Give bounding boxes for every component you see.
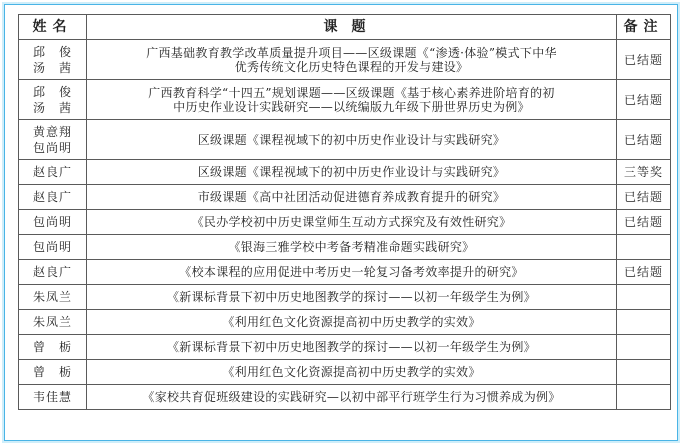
name-line: 朱凤兰 — [32, 290, 72, 304]
topic-line: 《民办学校初中历史课堂师生互动方式探究及有效性研究》 — [191, 215, 512, 229]
table-row — [19, 40, 671, 80]
topic-line: 广西基础教育教学改革质量提升项目——区级课题《“渗透·体验”模式下中华 — [146, 45, 557, 60]
cell-topic — [87, 210, 617, 235]
name-line: 赵良广 — [32, 190, 72, 204]
cell-topic — [87, 260, 617, 285]
table-header-row — [19, 15, 671, 40]
cell-note: 已结题 — [617, 210, 671, 235]
cell-note — [617, 335, 671, 360]
cell-note: 已结题 — [617, 120, 671, 160]
cell-name — [19, 235, 87, 260]
cell-topic — [87, 80, 617, 120]
topic-line: 优秀传统文化历史特色课程的开发与建设》 — [234, 59, 469, 74]
cell-name — [19, 40, 87, 80]
table-row — [19, 285, 671, 310]
cell-topic — [87, 235, 617, 260]
name-line: 包尚明 — [32, 240, 72, 254]
table-row — [19, 235, 671, 260]
cell-name — [19, 360, 87, 385]
header-name: 姓名 — [19, 15, 87, 40]
research-topics-table — [18, 14, 671, 410]
cell-note — [617, 310, 671, 335]
header-note: 备注 — [617, 15, 671, 40]
topic-line: 《校本课程的应用促进中考历史一轮复习备考效率提升的研究》 — [179, 265, 524, 279]
cell-topic — [87, 310, 617, 335]
cell-note — [617, 285, 671, 310]
topic-line: 区级课题《课程视域下的初中历史作业设计与实践研究》 — [197, 132, 506, 147]
cell-note — [617, 235, 671, 260]
table-row — [19, 160, 671, 185]
table-row — [19, 360, 671, 385]
name-line: 汤 茜 — [32, 100, 72, 115]
name-line: 赵良广 — [32, 265, 72, 279]
cell-name — [19, 285, 87, 310]
name-line: 曾 栃 — [32, 340, 72, 354]
cell-note: 已结题 — [617, 185, 671, 210]
table-row — [19, 335, 671, 360]
cell-topic — [87, 120, 617, 160]
cell-note: 已结题 — [617, 80, 671, 120]
cell-note — [617, 385, 671, 410]
document-frame — [4, 4, 678, 441]
cell-name — [19, 185, 87, 210]
name-line: 邱 俊 — [32, 44, 72, 59]
cell-name — [19, 260, 87, 285]
table-body — [19, 40, 671, 410]
name-line: 邱 俊 — [32, 84, 72, 99]
table-row — [19, 310, 671, 335]
topic-line: 《利用红色文化资源提高初中历史教学的实效》 — [222, 315, 481, 329]
topic-line: 区级课题《课程视域下的初中历史作业设计与实践研究》 — [197, 165, 506, 179]
name-line: 赵良广 — [32, 165, 72, 179]
cell-name — [19, 120, 87, 160]
name-line: 包尚明 — [32, 215, 72, 229]
table-row — [19, 120, 671, 160]
topic-line: 广西教育科学“十四五”规划课题——区级课题《基于核心素养进阶培育的初 — [148, 85, 555, 100]
topic-line: 《新课标背景下初中历史地图教学的探讨——以初一年级学生为例》 — [166, 290, 536, 304]
cell-topic — [87, 360, 617, 385]
cell-note: 已结题 — [617, 260, 671, 285]
table-row — [19, 385, 671, 410]
name-line: 韦佳慧 — [32, 390, 72, 404]
cell-topic — [87, 335, 617, 360]
topic-line: 《银海三雅学校中考备考精准命题实践研究》 — [228, 240, 475, 254]
topic-line: 《利用红色文化资源提高初中历史教学的实效》 — [222, 365, 481, 379]
cell-name — [19, 310, 87, 335]
cell-note: 已结题 — [617, 40, 671, 80]
cell-note: 三等奖 — [617, 160, 671, 185]
name-line: 汤 茜 — [32, 60, 72, 75]
name-line: 曾 栃 — [32, 365, 72, 379]
name-line: 朱凤兰 — [32, 315, 72, 329]
table-row — [19, 210, 671, 235]
name-line: 包尚明 — [32, 140, 72, 155]
cell-topic — [87, 385, 617, 410]
table-row — [19, 260, 671, 285]
cell-note — [617, 360, 671, 385]
topic-line: 中历史作业设计实践研究——以统编版九年级下册世界历史为例》 — [173, 99, 530, 114]
cell-name — [19, 335, 87, 360]
topic-line: 市级课题《高中社团活动促进德育养成教育提升的研究》 — [197, 190, 506, 204]
cell-name — [19, 385, 87, 410]
cell-topic — [87, 40, 617, 80]
cell-name — [19, 210, 87, 235]
cell-topic — [87, 185, 617, 210]
cell-name — [19, 80, 87, 120]
table-row — [19, 185, 671, 210]
cell-topic — [87, 285, 617, 310]
name-line: 黄意翔 — [32, 124, 72, 139]
cell-topic — [87, 160, 617, 185]
header-topic: 课题 — [87, 15, 617, 40]
topic-line: 《新课标背景下初中历史地图教学的探讨——以初一年级学生为例》 — [166, 340, 536, 354]
table-row — [19, 80, 671, 120]
cell-name — [19, 160, 87, 185]
topic-line: 《家校共育促班级建设的实践研究—以初中部平行班学生行为习惯养成为例》 — [142, 390, 561, 404]
